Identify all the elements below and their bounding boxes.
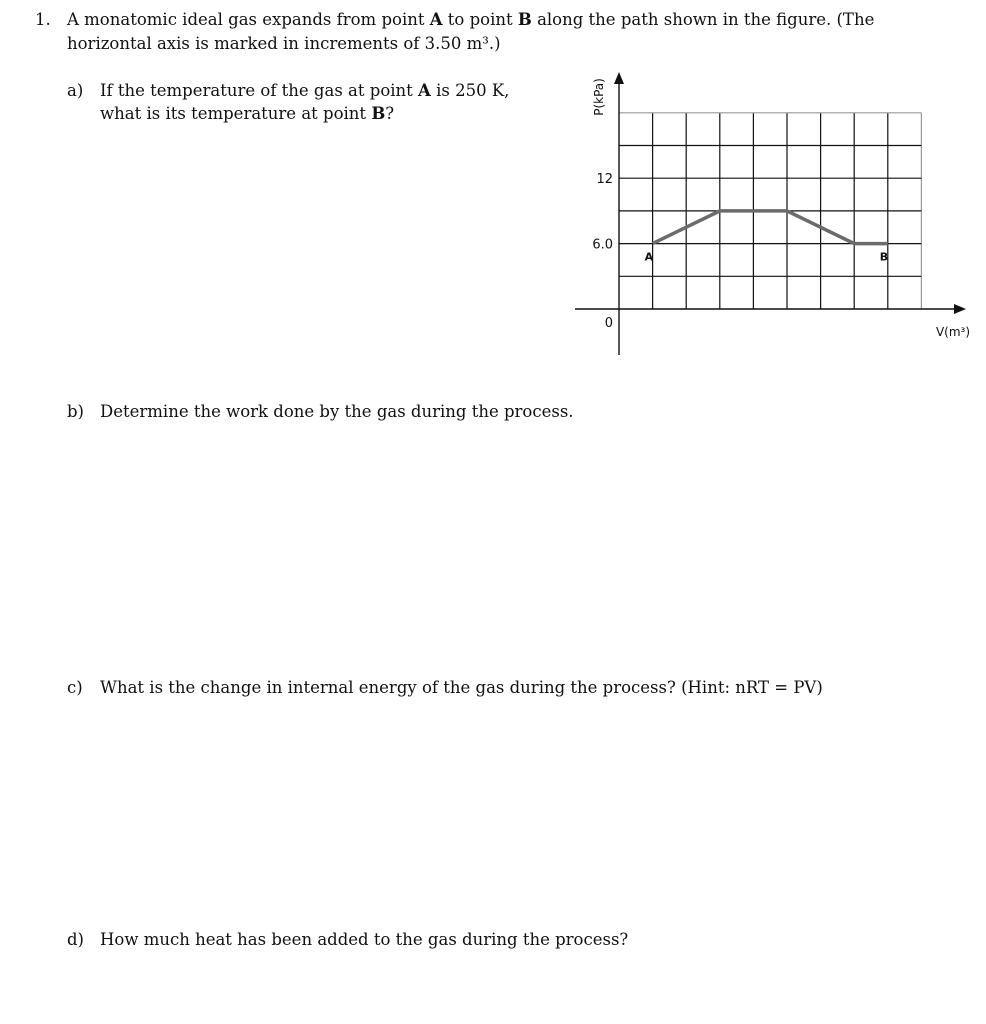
point-a-ref: A [429, 10, 443, 29]
pv-diagram [570, 60, 980, 370]
y-tick-label: 12 [596, 172, 613, 188]
part-d-text: How much heat has been added to the gas during the process? [100, 930, 629, 949]
point-label-b: B [879, 250, 889, 264]
y-tick-label: 0 [604, 316, 613, 331]
x-axis-arrow-icon [954, 304, 966, 314]
question-text-line2: horizontal axis is marked in increments of 3.50 m³.) [67, 34, 501, 53]
part-c-text: What is the change in internal energy of the gas during the process? (Hint: nRT = PV) [100, 678, 823, 697]
text: what is its temperature at point [100, 104, 372, 123]
part-a-label: a) [67, 81, 84, 100]
point-b-ref: B [371, 104, 386, 123]
process-path [653, 211, 888, 244]
text: A monatomic ideal gas expands from point [67, 10, 430, 29]
x-axis-label: V(m³) [935, 325, 971, 339]
point-b-ref: B [517, 10, 532, 29]
part-b-label: b) [67, 402, 84, 421]
part-a-line1 [100, 80, 509, 102]
part-a-line2 [100, 103, 394, 125]
text: If the temperature of the gas at point [100, 81, 419, 100]
y-axis-arrow-icon [614, 72, 624, 84]
part-b-text: Determine the work done by the gas during the process. [100, 402, 574, 421]
y-tick-label: 6.0 [592, 237, 613, 253]
question-number: 1. [35, 10, 51, 29]
part-c-label: c) [67, 678, 83, 697]
question-text-line1 [67, 9, 874, 31]
text: along the path shown in the figure. (The [531, 10, 875, 29]
text: ? [385, 104, 395, 123]
part-d-label: d) [67, 930, 84, 949]
text: to point [442, 10, 518, 29]
y-axis-label: P(kPa) [592, 78, 606, 116]
text: is 250 K, [430, 81, 510, 100]
point-a-ref: A [418, 81, 431, 100]
point-label-a: A [644, 250, 654, 264]
